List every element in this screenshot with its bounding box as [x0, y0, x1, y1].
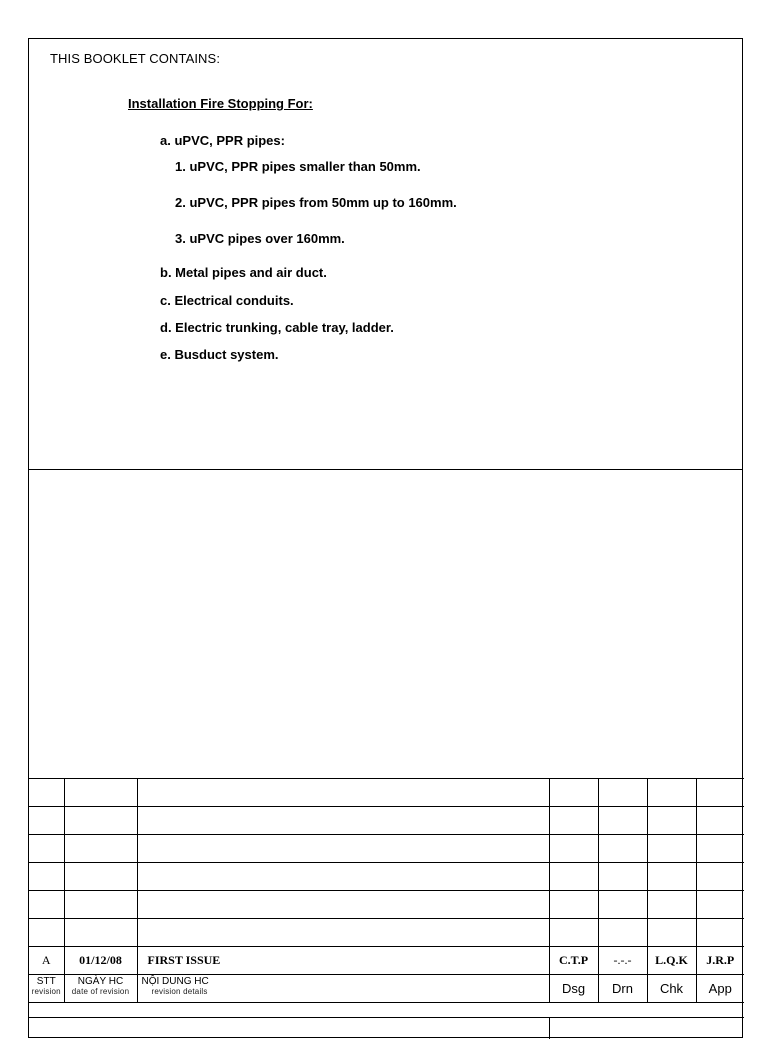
header-details-sublabel: revision details — [151, 987, 208, 996]
bottom-divider-vertical — [549, 1017, 550, 1039]
revision-details: FIRST ISSUE — [137, 947, 549, 975]
revision-table — [29, 778, 744, 1003]
revision-stt: A — [29, 947, 64, 975]
list-item: c. Electrical conduits. — [160, 293, 294, 308]
revision-header-row — [29, 975, 744, 1003]
revision-date: 01/12/08 — [64, 947, 137, 975]
header-stt — [29, 975, 64, 1003]
revision-entry-row — [29, 947, 744, 975]
booklet-heading: THIS BOOKLET CONTAINS: — [50, 51, 221, 66]
table-row — [29, 779, 744, 807]
header-details — [137, 975, 549, 1003]
header-drn: Drn — [598, 975, 647, 1003]
revision-checker: L.Q.K — [647, 947, 696, 975]
table-row — [29, 919, 744, 947]
header-details-label: NỘI DUNG HC — [141, 976, 209, 987]
list-item: 1. uPVC, PPR pipes smaller than 50mm. — [175, 159, 421, 174]
header-stt-sublabel: revision — [31, 987, 61, 996]
revision-designer: C.T.P — [549, 947, 598, 975]
table-row — [29, 835, 744, 863]
document-frame — [28, 38, 743, 1038]
revision-drawer: -.-.- — [598, 947, 647, 975]
list-item: d. Electric trunking, cable tray, ladder. — [160, 320, 394, 335]
booklet-subheading: Installation Fire Stopping For: — [128, 96, 313, 111]
table-row — [29, 807, 744, 835]
header-date-label: NGÀY HC — [77, 976, 124, 987]
list-item: 3. uPVC pipes over 160mm. — [175, 231, 345, 246]
contents-section — [29, 39, 742, 470]
table-row — [29, 891, 744, 919]
header-date-sublabel: date of revision — [71, 987, 130, 996]
header-date — [64, 975, 137, 1003]
bottom-divider — [29, 1017, 744, 1018]
table-row — [29, 863, 744, 891]
revision-approver: J.R.P — [696, 947, 744, 975]
header-dsg: Dsg — [549, 975, 598, 1003]
list-item: b. Metal pipes and air duct. — [160, 265, 327, 280]
list-item: e. Busduct system. — [160, 347, 279, 362]
header-stt-label: STT — [36, 976, 56, 987]
list-item: a. uPVC, PPR pipes: — [160, 133, 285, 148]
list-item: 2. uPVC, PPR pipes from 50mm up to 160mm. — [175, 195, 457, 210]
header-chk: Chk — [647, 975, 696, 1003]
header-app: App — [696, 975, 744, 1003]
